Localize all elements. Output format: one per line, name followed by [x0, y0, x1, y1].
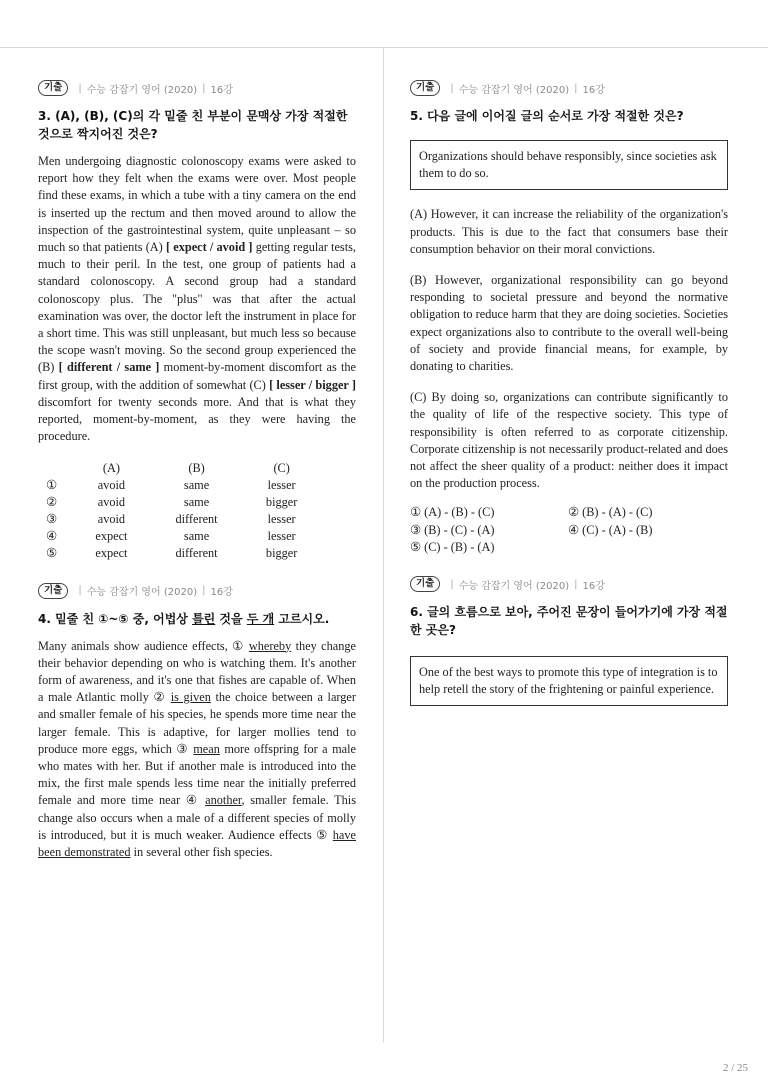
lesson-label: 16강 — [210, 587, 233, 599]
exam-badge: 기출 — [410, 576, 440, 592]
source-title: 수능 감잡기 영어 (2020) — [458, 84, 570, 96]
q6-given-box: One of the best ways to promote this type of integration is to help retell the story of the frightening or painful experience. — [410, 656, 728, 706]
answer-choice[interactable]: ③ (B) - (C) - (A) — [410, 522, 495, 537]
choice-b-bracket: [ different / same ] — [58, 360, 160, 375]
answer-choice[interactable]: ① (A) - (B) - (C) — [410, 505, 495, 520]
q4-passage: Many animals show audience effects, ① whereby they change their behavior depending on who is watching them. It's another form of awareness, and it's one that fishes are capable of. When a male Atlantic molly ② is given the choice between a larger and smaller female of his species, he spends more time near the larger female. This is adaptive, for larger mollies tend to produce more eggs, which ③ mean more offspring for a male who mates with her. But if another male is introduced into the mix, the first male spends less time near the initially preferred female and more time near ④ another, smaller female. This change also occurs when a male of a different species of molly is introduced, but it is much weaker. Audience effects ⑤ have been demonstrated in several other fish species. — [38, 638, 357, 860]
source-title: 수능 감잡기 영어 (2020) — [458, 580, 570, 592]
q6-title: 6. 글의 흐름으로 보아, 주어진 문장이 들어가기에 가장 적절한 곳은? — [410, 605, 728, 638]
q3-passage: Men undergoing diagnostic colonoscopy exams were asked to report how they felt when the exams were over. Most people find these exams, in which a tube with a tiny camera on the end is inserted up the rectum and then moved around to allow the inspection of the gastrointestinal system, quite unpleasant – so much so that patients (A) [ expect / avoid ] getting regular tests, much to their peril. In the test, one group of patients had a standard colonoscopy. A second group had a standard colonoscopy plus. The "plus" was that after the actual examination was over, the doctor left the instrument in place for a short time. This was still unpleasant, but much less so because the scope wasn't moving. So the second group experienced the (B) [ different / same ] moment-by-moment discomfort as the first group, with the addition of somewhat (C) [ lesser / bigger ] discomfort for twenty seconds more. And that is what they reported, moment-by-moment, as they were having the procedure. — [38, 154, 356, 444]
q5-choices — [410, 504, 728, 556]
left-column — [38, 80, 356, 861]
q4-title: 4. 밑줄 친 ①~⑤ 중, 어법상 틀린 것을 두 개 고르시오. — [38, 611, 330, 626]
option-row[interactable]: ① avoid same lesser — [46, 477, 296, 492]
option-row[interactable]: ③ avoid different lesser — [46, 512, 296, 527]
option-row[interactable]: ⑤ expect different bigger — [46, 546, 298, 561]
lesson-label: 16강 — [582, 84, 605, 96]
q5-paragraph-a: (A) However, it can increase the reliability of the organization's products. This is due to the fact that consumers base their consumption behavior on their moral convictions. — [410, 207, 728, 256]
options-header-row: (A) (B) (C) — [102, 460, 290, 475]
page-number: 2 / 25 — [722, 1062, 748, 1074]
q4-source-line: 기출 | 수능 감잡기 영어 (2020) | 16강 — [38, 583, 356, 599]
underline-2: is given — [170, 690, 211, 705]
q5-paragraph-b: (B) However, organizational responsibility can go beyond responding to societal pressure and beyond the normative obligation to reduce harm that they are doing societies. Societies expect organizations also to contribute to the overall well-being of society and provide financial means, for example, by donating to charities. — [410, 273, 728, 374]
column-divider — [383, 48, 384, 1043]
q5-title: 5. 다음 글에 이어질 글의 순서로 가장 적절한 것은? — [410, 109, 684, 123]
lesson-label: 16강 — [582, 580, 605, 592]
choice-a-bracket: [ expect / avoid ] — [165, 240, 253, 255]
underline-5: have been demonstrated — [38, 827, 356, 860]
q6-source-line: 기출 | 수능 감잡기 영어 (2020) | 16강 — [410, 576, 728, 592]
source-title: 수능 감잡기 영어 (2020) — [86, 84, 198, 96]
top-rule — [0, 47, 768, 48]
exam-badge: 기출 — [38, 80, 68, 96]
q5-paragraph-c: (C) By doing so, organizations can contribute significantly to the quality of life of the respective society. This type of responsibility is often referred to as corporate citizenship. Corporate citizenship is not necessarily product-related and does not affect the sheer quality of a product: neither does it impact on the production process. — [410, 390, 728, 491]
underline-1: whereby — [248, 638, 292, 653]
choice-c-bracket: [ lesser / bigger ] — [269, 377, 356, 392]
underline-4: another — [205, 793, 242, 808]
source-title: 수능 감잡기 영어 (2020) — [86, 587, 198, 599]
q3-source-line: 기출 | 수능 감잡기 영어 (2020) | 16강 — [38, 80, 356, 96]
underline-3: mean — [193, 741, 220, 756]
lesson-label: 16강 — [210, 84, 233, 96]
option-row[interactable]: ② avoid same bigger — [46, 494, 298, 509]
answer-choice[interactable]: ⑤ (C) - (B) - (A) — [410, 539, 495, 554]
q5-source-line: 기출 | 수능 감잡기 영어 (2020) | 16강 — [410, 80, 728, 96]
option-row[interactable]: ④ expect same lesser — [46, 529, 296, 544]
exam-badge: 기출 — [38, 583, 68, 599]
q3-title: 3. (A), (B), (C)의 각 밑줄 친 부분이 문맥상 가장 적절한 것으로 짝지어진 것은? — [38, 109, 348, 141]
exam-badge: 기출 — [410, 80, 440, 96]
q5-given-box: Organizations should behave responsibly, since societies ask them to do so. — [410, 140, 728, 190]
q3-options-table — [38, 459, 328, 562]
answer-choice[interactable]: ② (B) - (A) - (C) — [568, 505, 653, 520]
right-column — [410, 80, 728, 706]
answer-choice[interactable]: ④ (C) - (A) - (B) — [568, 522, 653, 537]
